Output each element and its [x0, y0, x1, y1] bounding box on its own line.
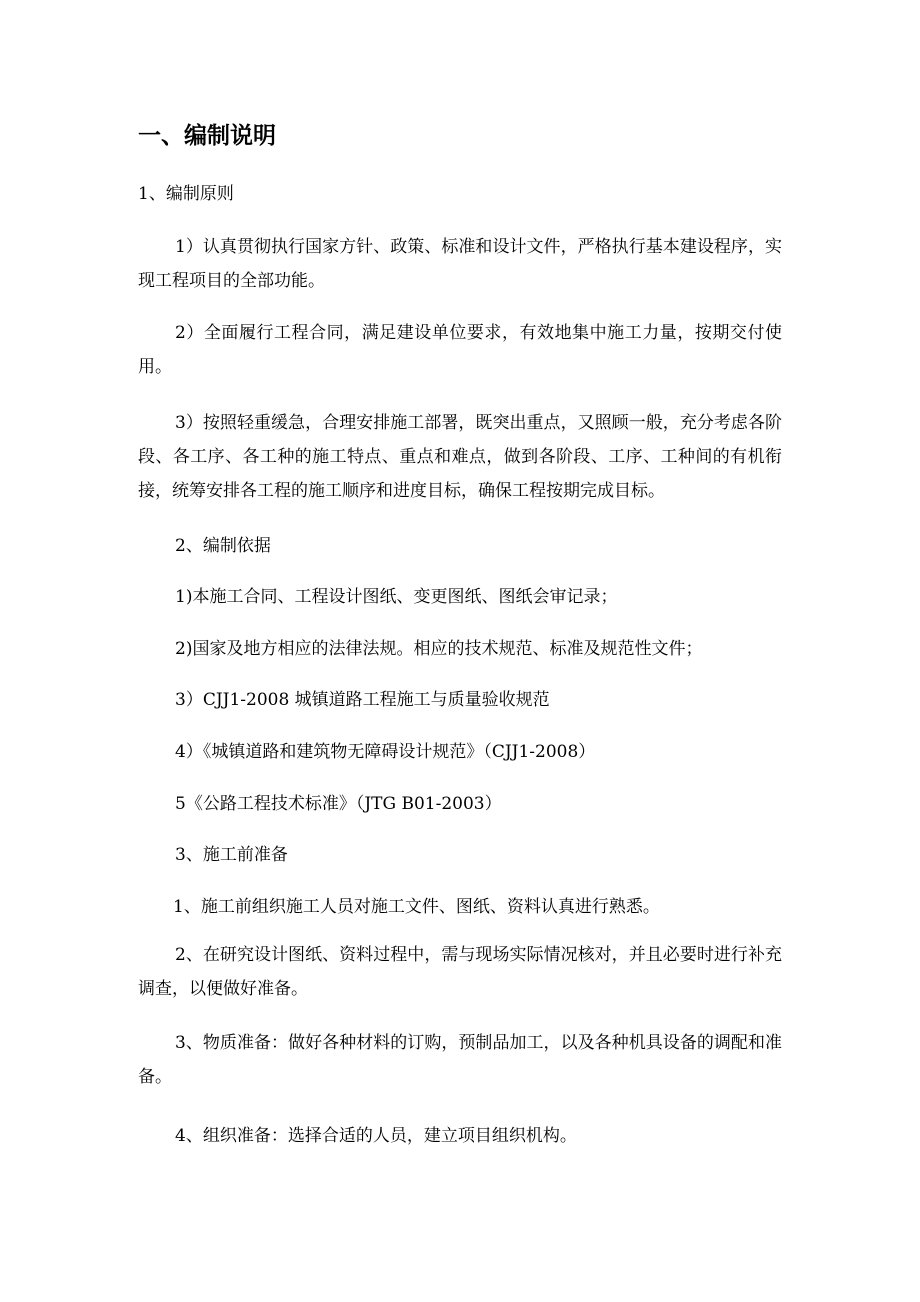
- section2-item-2: 2)国家及地方相应的法律法规。相应的技术规范、标准及规范性文件；: [175, 639, 703, 659]
- section1-title: 1、编制原则: [138, 184, 234, 204]
- section2-item-5: 5《公路工程技术标准》（JTG B01-2003）: [175, 794, 502, 814]
- section3-item-3: 3、物质准备：做好各种材料的订购，预制品加工，以及各种机具设备的调配和准备。: [138, 1033, 782, 1087]
- section3-item-4: 4、组织准备：选择合适的人员，建立项目组织机构。: [175, 1126, 577, 1146]
- document-heading: 一、编制说明: [138, 123, 276, 149]
- section1-item-1: 1）认真贯彻执行国家方针、政策、标准和设计文件，严格执行基本建设程序，实现工程项目的全部功能。: [138, 237, 782, 291]
- section3-item-1: 1、施工前组织施工人员对施工文件、图纸、资料认真进行熟悉。: [173, 897, 660, 917]
- section2-item-4: 4）《城镇道路和建筑物无障碍设计规范》（CJJ1-2008）: [175, 742, 596, 762]
- section1-item-2: 2）全面履行工程合同，满足建设单位要求，有效地集中施工力量，按期交付使用。: [138, 323, 782, 377]
- section3-title: 3、施工前准备: [175, 845, 288, 865]
- section2-item-1: 1)本施工合同、工程设计图纸、变更图纸、图纸会审记录；: [175, 587, 618, 607]
- section1-item-3: 3）按照轻重缓急，合理安排施工部署，既突出重点，又照顾一般，充分考虑各阶段、各工序、各工种的施工特点、重点和难点，做到各阶段、工序、工种间的有机衔接，统筹安排各工程的施工顺序和进度目标，确保工程按期完成目标。: [138, 413, 782, 501]
- section2-title: 2、编制依据: [175, 536, 271, 556]
- section2-item-3: 3）CJJ1-2008 城镇道路工程施工与质量验收规范: [175, 690, 550, 710]
- section3-item-2: 2、在研究设计图纸、资料过程中，需与现场实际情况核对，并且必要时进行补充调查，以便做好准备。: [138, 945, 782, 999]
